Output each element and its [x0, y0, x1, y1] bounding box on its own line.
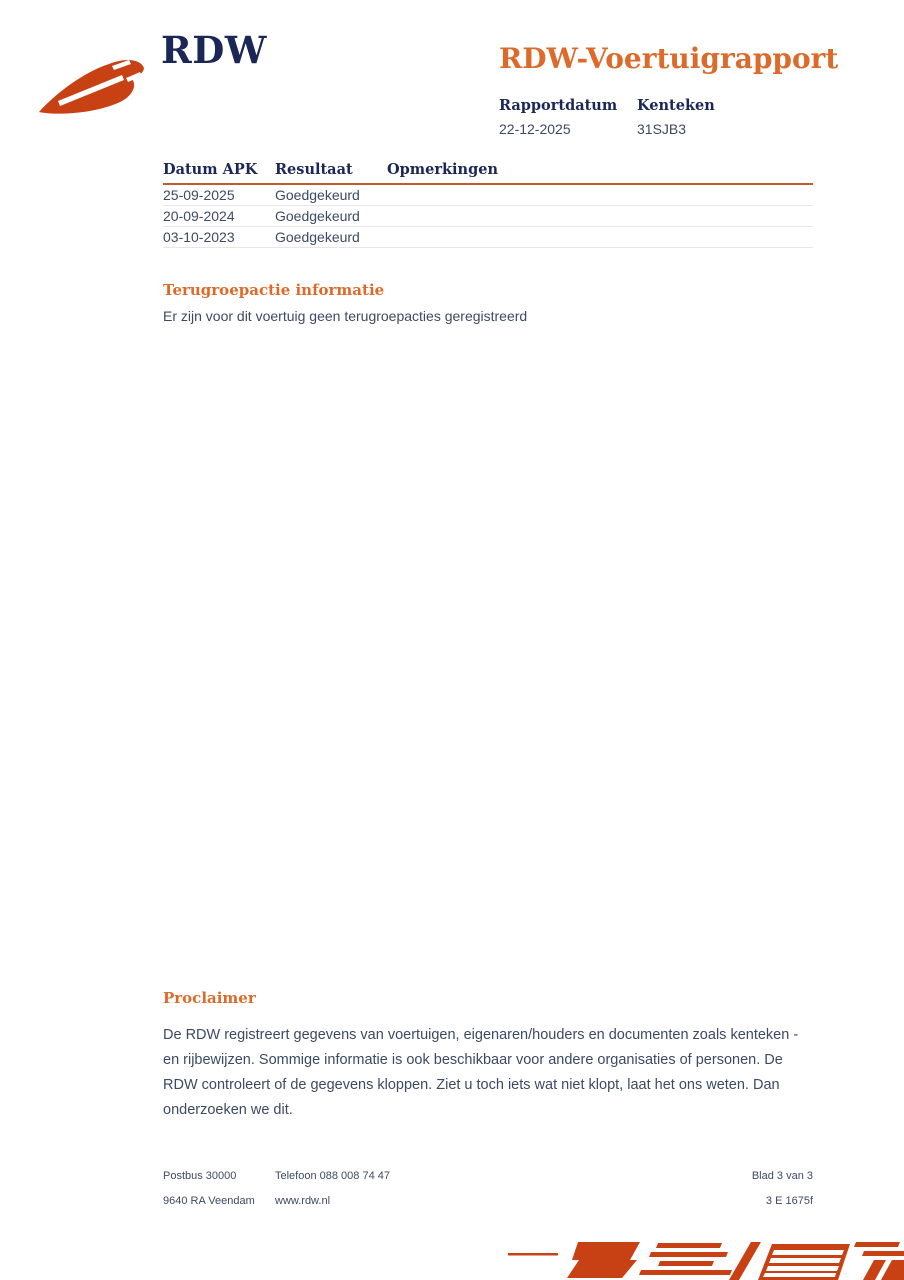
page-title: RDW-Voertuigrapport [499, 42, 839, 75]
table-row [163, 185, 813, 206]
rdw-wordmark: RDW [161, 28, 267, 72]
footer-city: 9640 RA Veendam [163, 1195, 255, 1207]
footer-postbus: Postbus 30000 [163, 1170, 237, 1182]
page-footer [163, 1170, 813, 1207]
license-plate-value: 31SJB3 [637, 121, 687, 137]
apk-table-header [163, 161, 813, 185]
report-date-field [499, 97, 617, 137]
proclaimer-heading: Proclaimer [163, 989, 256, 1007]
cell-resultaat: Goedgekeurd [275, 229, 360, 245]
footer-page-number: Blad 3 van 3 [751, 1170, 813, 1182]
recall-heading: Terugroepactie informatie [163, 281, 385, 299]
cell-opmerkingen [387, 227, 813, 248]
table-row [163, 206, 813, 227]
column-header-resultaat: Resultaat [275, 161, 353, 178]
column-header-datum-apk: Datum APK [163, 161, 258, 178]
rdw-stripes-decoration-icon [508, 1240, 904, 1280]
cell-opmerkingen [387, 185, 813, 206]
footer-phone: Telefoon 088 008 74 47 [275, 1170, 390, 1182]
apk-table [163, 161, 813, 248]
footer-form-code: 3 E 1675f [765, 1195, 813, 1207]
cell-datum: 03-10-2023 [163, 229, 235, 245]
cell-resultaat: Goedgekeurd [275, 208, 360, 224]
column-header-opmerkingen: Opmerkingen [387, 161, 498, 178]
rdw-feather-icon [36, 52, 148, 120]
license-plate-label: Kenteken [637, 97, 715, 114]
report-date-label: Rapportdatum [499, 97, 618, 114]
cell-datum: 25-09-2025 [163, 187, 235, 203]
cell-datum: 20-09-2024 [163, 208, 235, 224]
table-row [163, 227, 813, 248]
proclaimer-body-text: De RDW registreert gegevens van voertuigen, eigenaren/houders en documenten zoals kenteken - en rijbewijzen. Sommige informatie is ook beschikbaar voor andere organisaties of personen. De RDW controleert of de gegevens kloppen. Ziet u toch iets wat niet klopt, laat het ons weten. Dan onderzoeken we dit. [163, 1027, 799, 1118]
report-date-value: 22-12-2025 [499, 121, 571, 137]
license-plate-field [637, 97, 715, 137]
recall-section [163, 281, 813, 324]
footer-website: www.rdw.nl [275, 1195, 331, 1207]
cell-resultaat: Goedgekeurd [275, 187, 360, 203]
proclaimer-section [163, 989, 818, 1123]
cell-opmerkingen [387, 206, 813, 227]
recall-body-text: Er zijn voor dit voertuig geen terugroepacties geregistreerd [163, 308, 528, 324]
